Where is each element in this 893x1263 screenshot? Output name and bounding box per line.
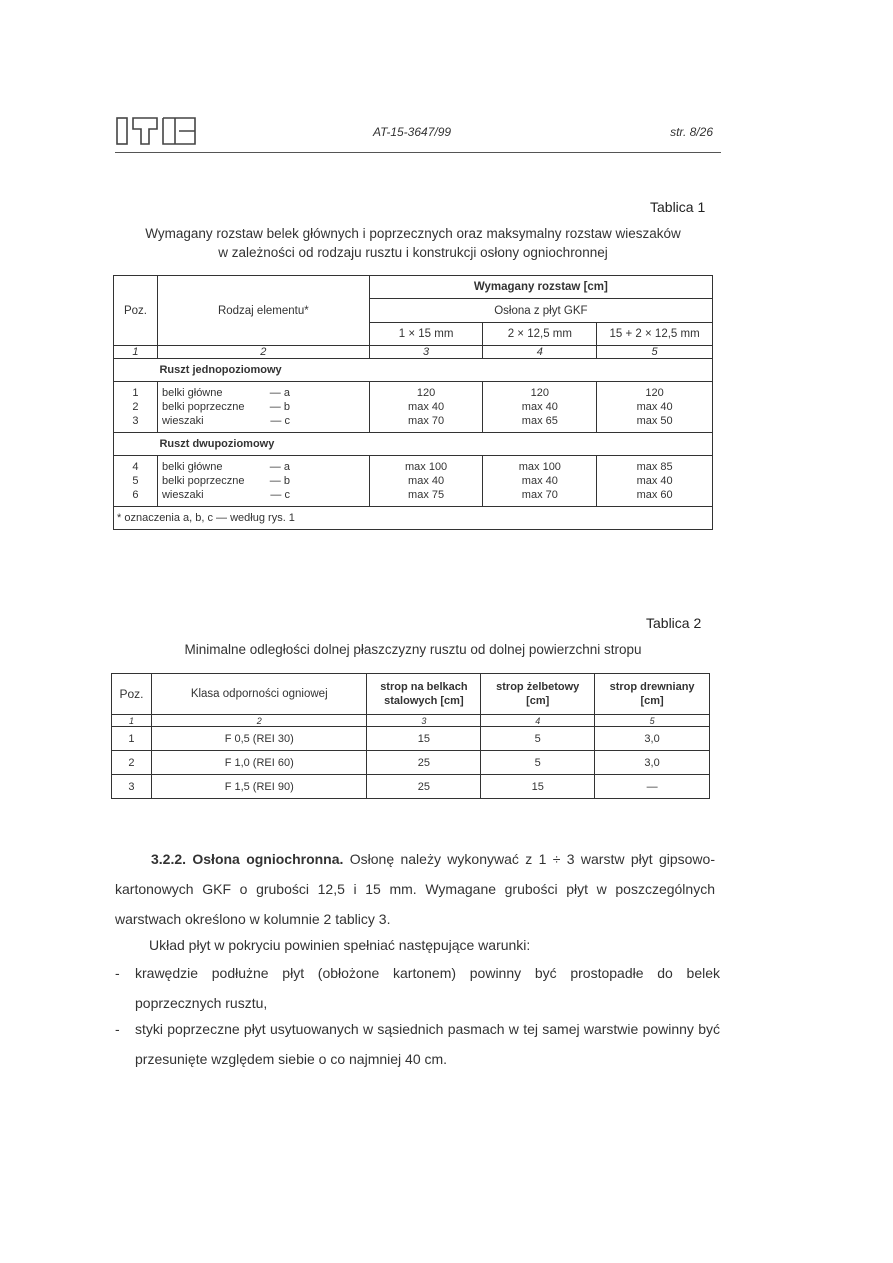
table1-col-4: 2 × 12,5 mm [483, 323, 597, 346]
section-heading: 3.2.2. Osłona ogniochronna. [151, 851, 344, 867]
value-cell: max 40 [521, 401, 558, 413]
table1-footnote-row [114, 507, 713, 530]
value-cell: max 40 [636, 401, 673, 413]
poz-cell: 1 [132, 387, 139, 399]
page-number: str. 8/26 [670, 125, 713, 139]
table2-cell: F 1,0 (REI 60) [151, 751, 367, 775]
table1-caption [113, 224, 713, 262]
table2-col-poz: Poz. [112, 674, 152, 715]
index-cell: 4 [481, 715, 595, 727]
element-name: belki główne [161, 461, 223, 473]
element-name: wieszaki [161, 489, 204, 501]
table1-sub-header: Osłona z płyt GKF [369, 299, 712, 323]
poz-cell: 6 [132, 489, 139, 501]
section-paragraph [115, 844, 715, 934]
element-name: wieszaki [161, 415, 204, 427]
table1-caption-line1: Wymagany rozstaw belek głównych i poprzecznych oraz maksymalny rozstaw wieszaków [145, 226, 681, 241]
section-title: Ruszt jednopoziomowy [157, 359, 712, 382]
value-cell: max 70 [408, 415, 445, 427]
index-cell: 1 [112, 715, 152, 727]
table1-section-1-rows [114, 382, 713, 433]
table1-section-1 [114, 359, 713, 382]
value-cell: max 85 [636, 461, 673, 473]
table1-col-poz: Poz. [114, 276, 158, 346]
section-title: Ruszt dwupoziomowy [157, 433, 712, 456]
value-cell: max 40 [636, 475, 673, 487]
index-cell: 2 [151, 715, 367, 727]
value-cell: 120 [416, 387, 436, 399]
table2-label: Tablica 2 [646, 615, 702, 631]
element-name: belki poprzeczne [161, 475, 245, 487]
table2-col-stalowe: strop na belkach stalowych [cm] [367, 674, 481, 715]
index-cell: 2 [157, 346, 369, 359]
index-cell: 5 [595, 715, 710, 727]
value-cell: max 65 [521, 415, 558, 427]
table2-cell: 25 [367, 775, 481, 799]
table2-cell: F 0,5 (REI 30) [151, 727, 367, 751]
table2-cell: 1 [112, 727, 152, 751]
bullet-marker: - [115, 965, 120, 981]
bullet-text: styki poprzeczne płyt usytuowanych w sąsiednich pasmach w tej samej warstwie powinny być przesunięte względem siebie o co najmniej 40 cm. [135, 1021, 720, 1067]
table1-col-3: 1 × 15 mm [369, 323, 483, 346]
table1-col-5: 15 + 2 × 12,5 mm [597, 323, 713, 346]
table2-cell: 15 [367, 727, 481, 751]
value-cell: max 100 [518, 461, 561, 473]
index-cell: 5 [597, 346, 713, 359]
table2-cell: 2 [112, 751, 152, 775]
poz-cell: 3 [132, 415, 139, 427]
element-code: — a [269, 461, 290, 473]
table-row [112, 727, 710, 751]
index-cell: 4 [483, 346, 597, 359]
table1 [113, 275, 713, 530]
list-item [115, 958, 720, 1018]
table2-cell: 15 [481, 775, 595, 799]
value-cell: max 40 [408, 401, 445, 413]
page-header [115, 114, 721, 156]
value-cell: max 40 [521, 475, 558, 487]
table2-col-drewniany: strop drewniany [cm] [595, 674, 710, 715]
document-id: AT-15-3647/99 [373, 125, 452, 139]
index-cell: 3 [369, 346, 483, 359]
table2-col-zelbetowy: strop żelbetowy [cm] [481, 674, 595, 715]
table1-caption-line2: w zależności od rodzaju rusztu i konstrukcji osłony ogniochronnej [218, 245, 608, 260]
table1-label: Tablica 1 [650, 199, 706, 215]
table1-col-rodzaj: Rodzaj elementu* [157, 276, 369, 346]
table2-index-row [112, 715, 710, 727]
table1-footnote: * oznaczenia a, b, c — według rys. 1 [114, 507, 713, 530]
element-code: — b [269, 475, 290, 487]
poz-cell: 2 [132, 401, 139, 413]
value-cell: max 60 [636, 489, 673, 501]
index-cell: 3 [367, 715, 481, 727]
itb-logo-icon [115, 116, 197, 148]
element-code: — c [270, 415, 290, 427]
table-row [112, 775, 710, 799]
table2-cell: 5 [481, 727, 595, 751]
table2-cell: 5 [481, 751, 595, 775]
element-name: belki poprzeczne [161, 401, 245, 413]
table2-cell: — [595, 775, 710, 799]
poz-cell: 5 [132, 475, 139, 487]
bullet-marker: - [115, 1021, 120, 1037]
table2-col-klasa: Klasa odporności ogniowej [151, 674, 367, 715]
value-cell: 120 [530, 387, 550, 399]
value-cell: max 100 [404, 461, 448, 473]
table2-cell: 3,0 [595, 751, 710, 775]
list-item [115, 1014, 720, 1074]
bullet-text: krawędzie podłużne płyt (obłożone kartonem) powinny być prostopadłe do belek poprzecznych rusztu, [135, 965, 720, 1011]
element-name: belki główne [161, 387, 223, 399]
table1-section-2 [114, 433, 713, 456]
table2 [111, 673, 710, 799]
poz-cell: 4 [132, 461, 139, 473]
table1-group-header: Wymagany rozstaw [cm] [369, 276, 712, 299]
value-cell: max 50 [636, 415, 673, 427]
table-row [112, 751, 710, 775]
element-code: — a [269, 387, 290, 399]
table2-header-row [112, 674, 710, 715]
header-divider [115, 152, 721, 153]
value-cell: max 40 [408, 475, 445, 487]
intro-paragraph: Układ płyt w pokryciu powinien spełniać następujące warunki: [149, 937, 531, 953]
index-cell: 1 [114, 346, 158, 359]
section-text: Osłonę należy wykonywać z 1 ÷ 3 warstw płyt gipsowo-kartonowych GKF o grubości 12,5 i 15 mm. Wymagane grubości płyt w poszczególnych warstwach określono w kolumnie 2 tablicy 3. [115, 851, 715, 927]
table2-cell: 25 [367, 751, 481, 775]
table1-section-2-rows [114, 456, 713, 507]
table2-caption: Minimalne odległości dolnej płaszczyzny rusztu od dolnej powierzchni stropu [184, 642, 642, 657]
value-cell: 120 [645, 387, 664, 399]
table2-cell: F 1,5 (REI 90) [151, 775, 367, 799]
element-code: — b [269, 401, 290, 413]
table1-index-row [114, 346, 713, 359]
value-cell: max 70 [521, 489, 558, 501]
table2-cell: 3 [112, 775, 152, 799]
value-cell: max 75 [408, 489, 445, 501]
element-code: — c [270, 489, 290, 501]
table2-cell: 3,0 [595, 727, 710, 751]
